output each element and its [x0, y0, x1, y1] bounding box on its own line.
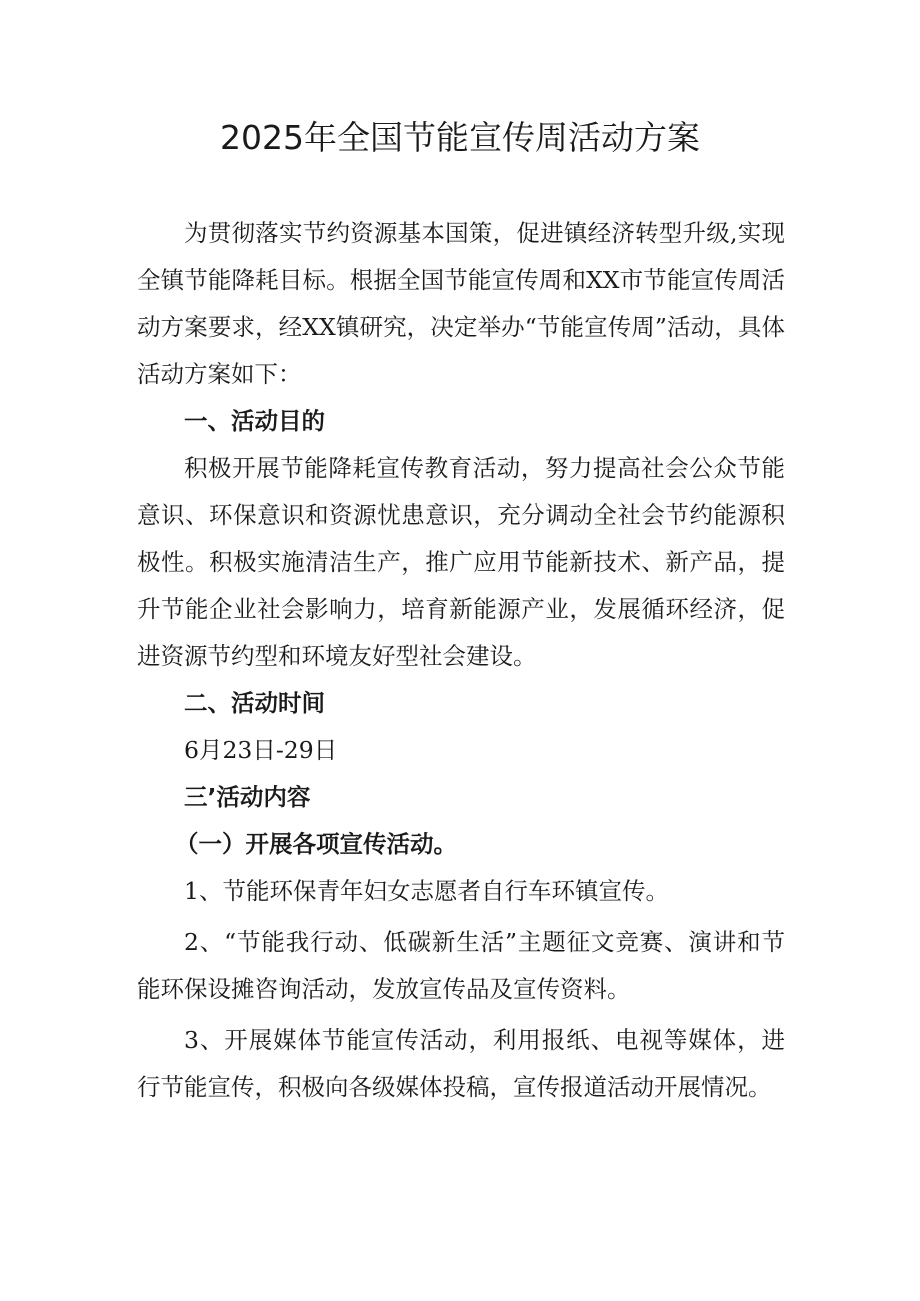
document-body	[137, 210, 785, 1111]
intro-paragraph: 为贯彻落实节约资源基本国策，促进镇经济转型升级,实现全镇节能降耗目标。根据全国节能宣传周和XX市节能宣传周活动方案要求，经XX镇研究，决定举办“节能宣传周”活动，具体活动方案如下：	[137, 219, 785, 388]
list-item-3: 3、开展媒体节能宣传活动，利用报纸、电视等媒体，进行节能宣传，积极向各级媒体投稿，宣传报道活动开展情况。	[137, 1026, 785, 1101]
section-body-time: 6月23日-29日	[184, 736, 338, 764]
section-body-purpose: 积极开展节能降耗宣传教育活动，努力提高社会公众节能意识、环保意识和资源忧患意识，充分调动全社会节约能源积极性。积极实施清洁生产，推广应用节能新技术、新产品，提升节能企业社会影响力，培育新能源产业，发展循环经济，促进资源节约型和环境友好型社会建设。	[137, 454, 785, 670]
section-heading-content: 三’活动内容	[184, 783, 311, 811]
list-item-2: 2、“节能我行动、低碳新生活”主题征文竞赛、演讲和节能环保设摊咨询活动，发放宣传品及宣传资料。	[137, 928, 785, 1003]
list-item-1: 1、节能环保青年妇女志愿者自行车环镇宣传。	[184, 877, 669, 905]
document-title: 2025年全国节能宣传周活动方案	[220, 118, 700, 157]
subsection-heading-promotion: （一）开展各项宣传活动。	[175, 830, 457, 858]
section-heading-purpose: 一、活动目的	[184, 407, 325, 435]
section-heading-time: 二、活动时间	[184, 689, 325, 717]
